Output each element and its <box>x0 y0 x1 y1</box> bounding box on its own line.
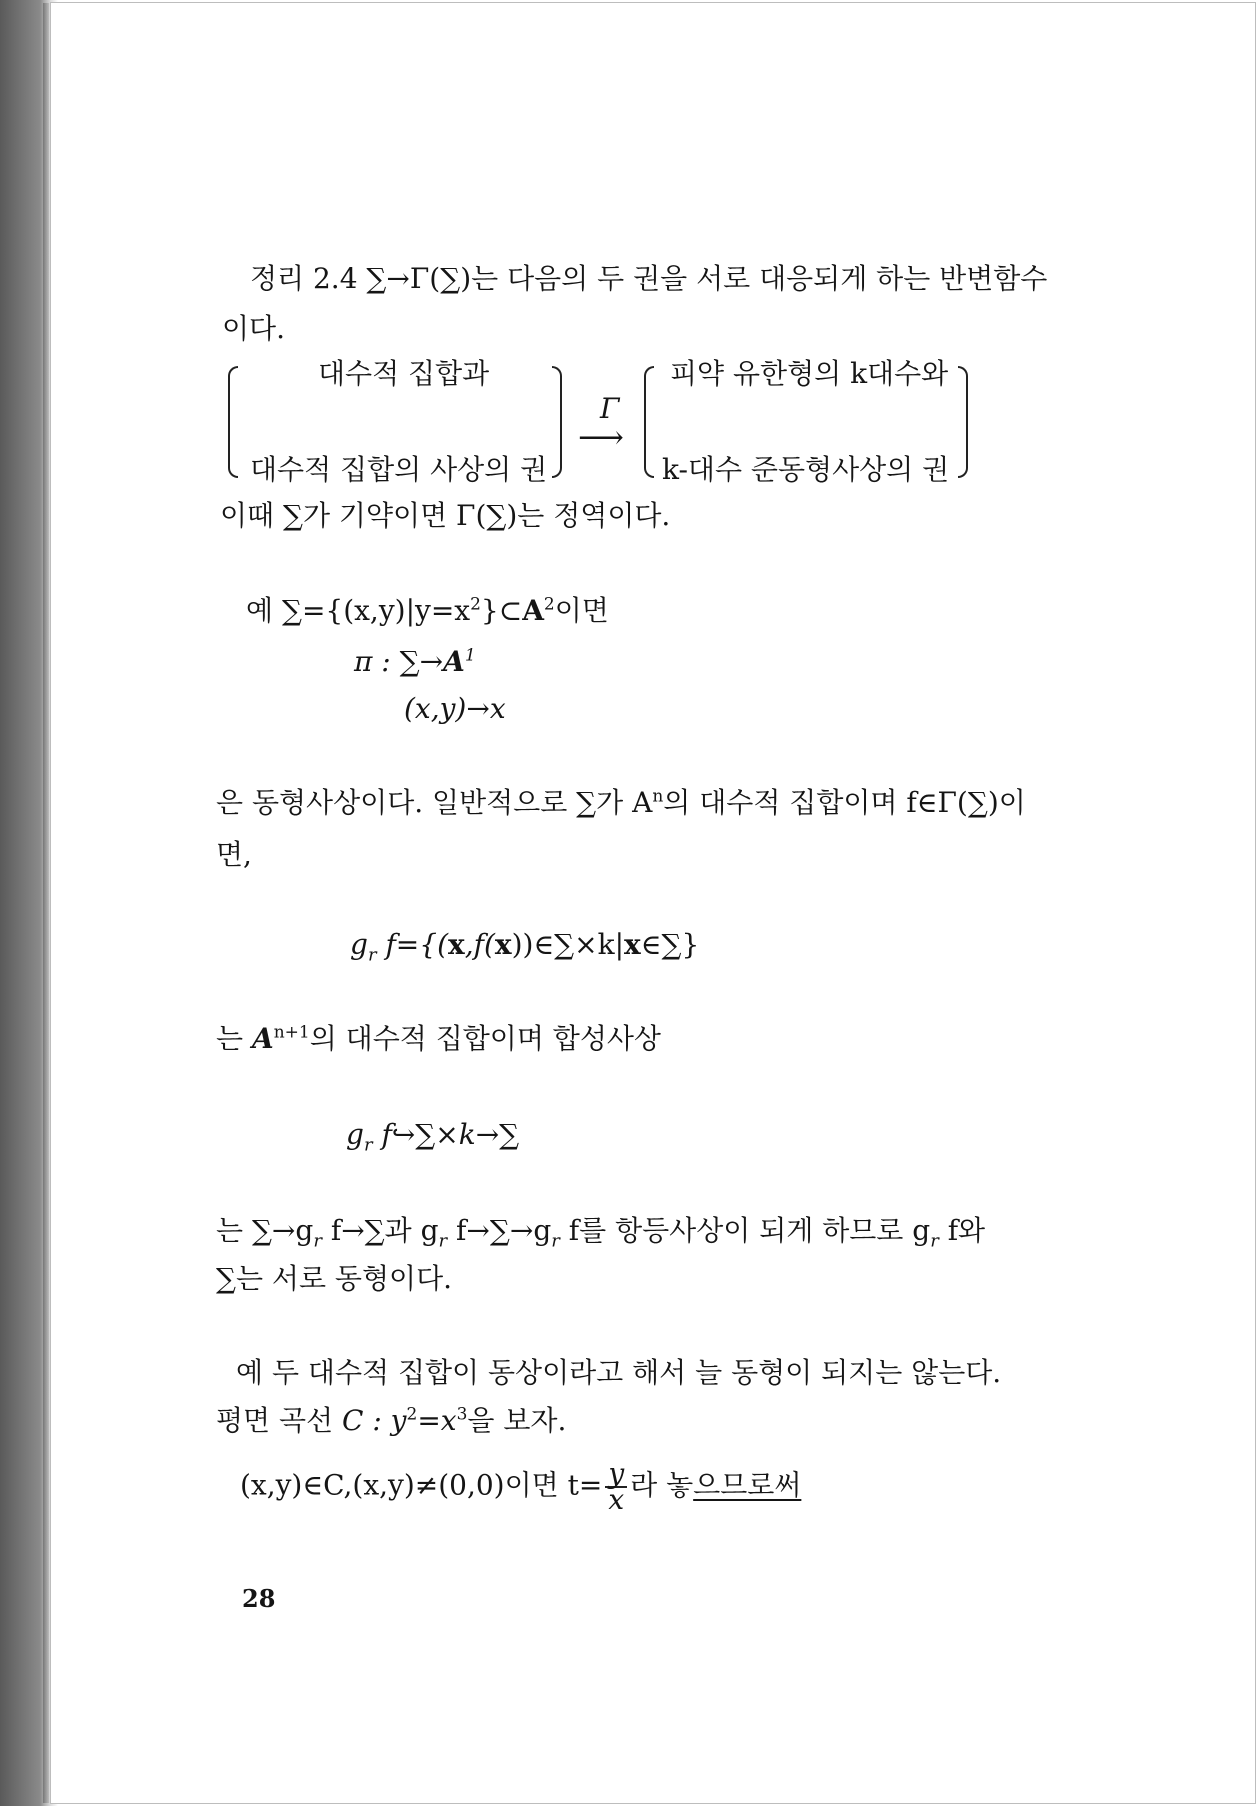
paragraph-2 <box>216 1022 661 1056</box>
exponent: 2 <box>470 594 481 615</box>
paragraph-3-line-2: ∑는 서로 동형이다. <box>216 1262 453 1295</box>
diagram-right-top: 피약 유한형의 k대수와 <box>670 357 949 390</box>
graph-mid: ,f( <box>464 928 495 961</box>
fraction-numerator: y <box>605 1462 627 1488</box>
graph-eq: f={( <box>376 928 449 961</box>
projection-rule: (x,y)→x <box>404 692 506 725</box>
left-brace-close <box>552 366 562 478</box>
paragraph-2-prefix: 는 <box>216 1022 252 1055</box>
graph-subscript: r <box>367 944 377 966</box>
conditional-suffix: 이면 <box>554 594 609 627</box>
p3-part-5: f와 <box>938 1214 986 1247</box>
affine-space-symbol: A <box>251 1022 274 1055</box>
curve-eq-lhs: : y <box>363 1404 407 1437</box>
diagram-arrow: ⟶ <box>578 418 624 456</box>
composite-rest: f↪∑×k→∑ <box>372 1118 520 1151</box>
composite-map <box>346 1118 519 1163</box>
after-diagram-text: 이때 ∑가 기약이면 Γ(∑)는 정역이다. <box>220 499 671 532</box>
example-1-line-1 <box>246 594 609 628</box>
affine-space-symbol: A <box>522 594 544 627</box>
curve-intro: 평면 곡선 <box>216 1404 342 1437</box>
exponent-2: 2 <box>406 1404 418 1425</box>
p3-part-2: f→∑과 g <box>321 1214 439 1247</box>
example-2-line-1: 예 두 대수적 집합이 동상이라고 해서 늘 동형이 되지는 않는다. <box>236 1356 1002 1389</box>
paragraph-1-line-2: 면, <box>216 838 252 871</box>
p3-sub-1: r <box>313 1230 322 1252</box>
paragraph-1-text-rest: 의 대수적 집합이며 f∈Γ(∑)이 <box>663 786 1026 819</box>
diagram-left-top: 대수적 집합과 <box>318 357 490 390</box>
paragraph-1-line-1 <box>216 786 1026 820</box>
curve-name: C <box>342 1404 364 1437</box>
p3-sub-2: r <box>438 1230 448 1252</box>
exponent-n: n <box>652 786 664 807</box>
p3-part-3: f→∑→g <box>447 1214 552 1247</box>
projection-map <box>354 645 476 679</box>
theorem-line-1: 정리 2.4 ∑→Γ(∑)는 다음의 두 권을 서로 대응되게 하는 반변함수 <box>250 262 1048 295</box>
theorem-line-2: 이다. <box>222 312 285 345</box>
graph-end: ∈∑} <box>640 928 700 961</box>
example-2-line-2 <box>216 1404 566 1438</box>
point-condition: (x,y)∈C,(x,y)≠(0,0)이면 t= <box>240 1468 603 1502</box>
diagram-right-bottom: k-대수 준동형사상의 권 <box>662 453 950 486</box>
p3-part-1: 는 ∑→g <box>216 1214 314 1247</box>
example-label: 예 <box>246 594 282 627</box>
bold-x: x <box>624 928 641 961</box>
right-brace-close <box>958 366 968 478</box>
paragraph-1-text: 은 동형사상이다. 일반적으로 ∑가 A <box>216 786 653 819</box>
substitution-text: 라 놓 <box>630 1468 694 1502</box>
paragraph-2-rest: 의 대수적 집합이며 합성사상 <box>309 1022 661 1055</box>
graph-subscript: r <box>363 1134 373 1156</box>
substitution-text-end: 으므로써 <box>693 1468 802 1502</box>
bold-x: x <box>494 928 512 961</box>
affine-line-dimension: 1 <box>464 645 476 666</box>
graph-symbol: g <box>350 928 368 961</box>
diagram-left-bottom: 대수적 집합의 사상의 권 <box>250 453 548 486</box>
graph-definition <box>350 928 699 973</box>
exponent-n-plus-1: n+1 <box>273 1022 310 1043</box>
p3-sub-4: r <box>930 1230 939 1252</box>
bold-x: x <box>448 928 465 961</box>
diagram-arrow-label: Γ <box>600 392 620 425</box>
fraction-denominator: x <box>608 1483 625 1516</box>
sigma-definition: ∑={(x,y)|y=x <box>281 594 471 627</box>
example-2-line-3 <box>240 1457 802 1516</box>
projection-label: π : ∑→ <box>354 645 444 678</box>
exponent-3: 3 <box>456 1404 468 1425</box>
subset-symbol: }⊂ <box>480 594 523 627</box>
affine-line-symbol: A <box>443 645 465 678</box>
graph-symbol: g <box>346 1118 364 1151</box>
curve-suffix: 을 보자. <box>467 1404 567 1437</box>
paragraph-3-line-1 <box>216 1214 985 1259</box>
graph-mid-2: ))∈∑×k| <box>511 928 625 961</box>
p3-part-4: f를 항등사상이 되게 하므로 g <box>559 1214 931 1247</box>
left-brace-open <box>228 366 238 478</box>
affine-dimension: 2 <box>543 594 555 615</box>
page-number: 28 <box>242 1584 276 1613</box>
p3-sub-3: r <box>551 1230 560 1252</box>
right-brace-open <box>644 366 654 478</box>
curve-eq-rhs: =x <box>417 1404 457 1437</box>
fraction-y-over-x <box>605 1457 627 1516</box>
